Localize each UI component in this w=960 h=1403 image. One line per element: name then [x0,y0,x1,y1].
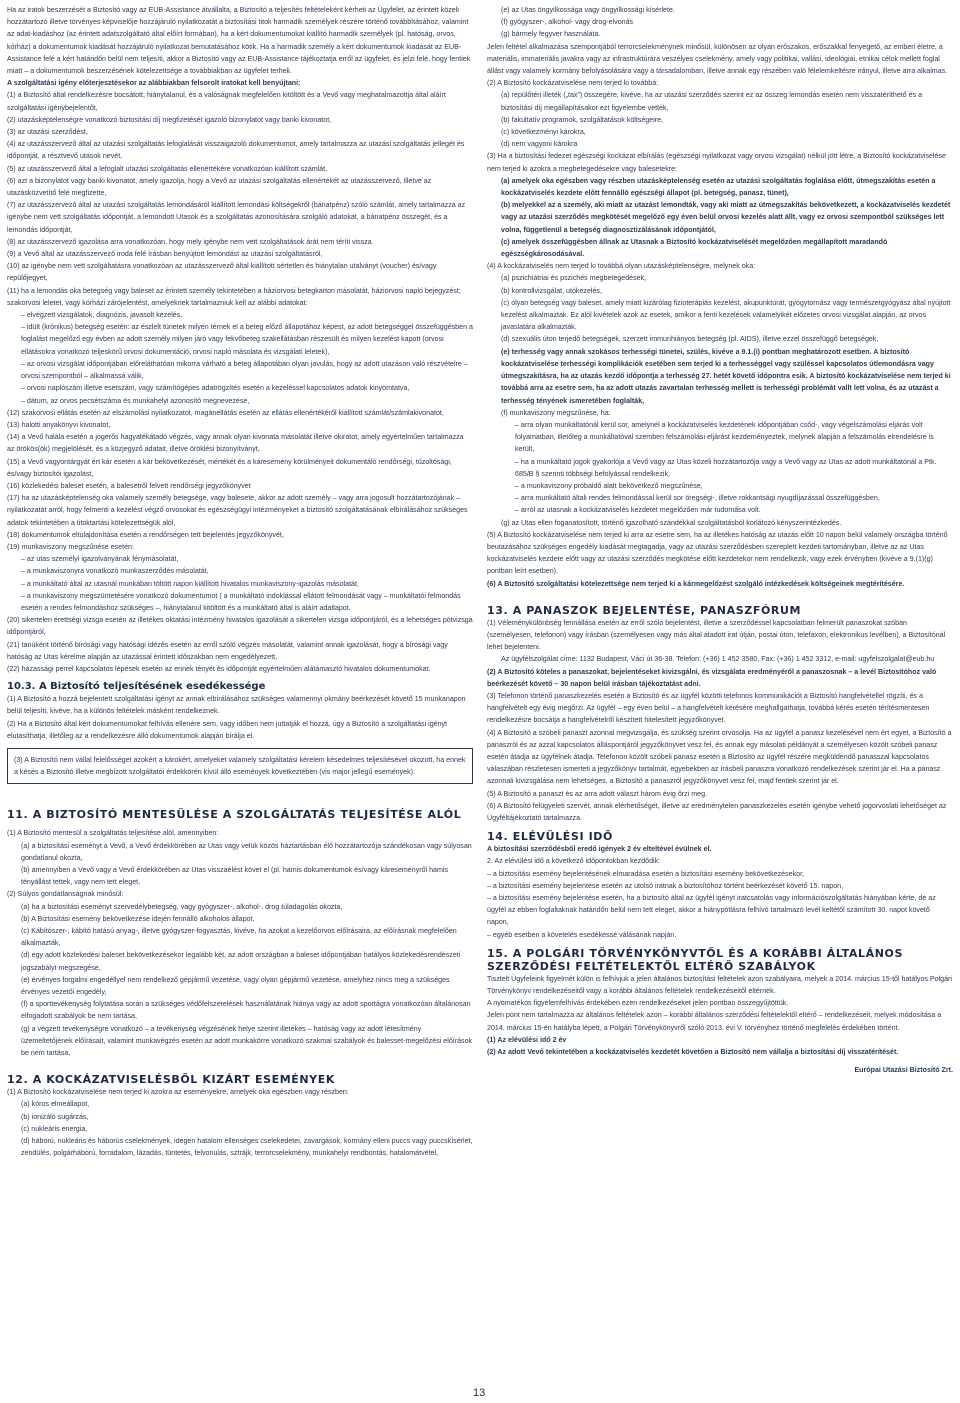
doc-item: (17) ha az utazásképtelenség oka valamely személy betegsége, vagy balesete, akkor az adott személy – vagy arra jogosult hozzátartozójának – nyilatkozatát arról, hogy felmenti a kezelést végző orvosokat és egészségügyi intézményeket a biztosító szolgáltatásának elbírálásához szükséges adatok tekintetében a titoktartási kötelezettségük alól, [7,494,468,527]
section-11-title: 11. A BIZTOSÍTÓ MENTESÜLÉSE A SZOLGÁLTATÁS TELJESÍTÉSE ALÓL [7,808,462,822]
s14-item: – a biztosítási esemény bejelentésének elmaradása esetén a biztosítási esemény bekövetkezésekor, [487,869,805,878]
doc-item: (21) tanúként történő bírósági vagy hatósági idézés esetén az erről szóló végzés másolatát, valamint annak igazolását, hogy a bírósági vagy hatóság az Utas kérelme alapján az utazással érintett időszakban nem engedélyezett, [7,640,448,661]
s11-item: (b) amennyiben a Vevő vagy a Vevő érdekkörében az Utas visszaélést követ el (pl. hamis dokumentumok és/vagy káreseményről hamis tényállást tettek, vagy nem tett eleget, [21,866,449,887]
s13-item: (3) Telefonon történő panaszkezelés esetén a Biztosító és az ügyfél közötti telefonos kommunikációt a Biztosító hangfelvétellel rögzíti, és a hangfelvételt egy évig megőrzi. Az ügyfél – egy éven belül – a hangfelvételt kérésére meghallgathatja, továbbá kérés esetén térítésmentesen rendelkezésre bocsátja a hangfelvételről készített hitelesített jegyzőkönyvet. [487,691,930,725]
exclusion-item: (e) az Utas öngyilkossága vagy öngyilkossági kísérlete. [501,6,675,14]
s12-item: (d) háború, nukleáris és háborús cselekmények, idegen hatalom ellenséges cselekedetei, zavargások, kormány elleni puccs vagy puccskísérlet, zendülés, polgárháború, forradalom, lázadás, tüntetés, felvonulás, sztrájk, terrorcselekmény, munkahelyi rendbontás, hatalomátvétel, [21,1137,473,1158]
s13-item: (2) A Biztosító köteles a panaszokat, bejelentéseket kivizsgálni, és vizsgálata eredményéről a panaszosnak – a levél Biztosítóhoz való beérkezését követő – 30 napon belül írásban tájékoztatást adni. [487,667,937,688]
s11-item: (d) egy adott közlekedési baleset bekövetkezésekor legalább két, az adott országban a baleset időpontjában hatályos közlekedésrendészeti jogszabályt megszegése, [21,951,461,972]
exclusion-item: (b) kontrollvizsgálat, utókezelés, [501,286,602,295]
s13-item: (5) A Biztosító a panaszt és az arra adott választ három évig őrzi meg. [487,789,708,798]
exclusion-item: (a) pszichiátriai és pszichés megbetegedések, [501,274,647,283]
s11-item: (1) A Biztosító mentesül a szolgáltatás teljesítése alól, amennyiben: [7,829,219,838]
exclusion-item: (6) A Biztosító szolgáltatási kötelezettsége nem terjed ki a kármegelőzést szolgáló intézkedések költségeinek megtérítésére. [487,579,905,588]
doc-item: (19) munkaviszony megszűnése esetén: [7,542,134,551]
s11-item: (b) A Biztosítási esemény bekövetkezése idején fennálló alkoholos állapot, [21,914,255,923]
exclusion-subitem: – a munkaviszony próbaidő alatt bekövetkező megszűnése, [515,481,703,490]
doc-subitem: – idült (krónikus) betegség esetén: az észlelt tünetek milyen térnek el a beteg előző állapotához képest, az adott betegséggel összefüggésben a foglalást megelőző egy évben az adott személy milyen járó vagy fekvőbeteg szakellátásban részesült és milyen kezelést kapott (orvosi ellátásokra vonatkozó teljeskörű orvosi dokumentáció, orvosi napló másolata és vizsgálati leletek), [21,323,473,356]
doc-subitem: – dátum, az orvos pecsétszáma és munkahelyi azonosító megnevezése, [21,396,250,405]
s15-item: (1) Az elévülési idő 2 év [487,1035,567,1044]
s11-item: (a) a biztosítási eseményt a Vevő, a Vevő érdekkörében az Utas vagy velük közös háztartásban élő hozzátartozója szándékosan vagy súlyosan gondatlanul okozta, [21,841,472,862]
exclusion-item: (5) A Biztosító kockázatviselése nem terjed ki arra az esetre sem, ha az illetékes hatóság az utazás előtt 10 napon belül valamely országba történő beutazásához szükséges engedély kiadását megtagadja, vagy az utazási szerződésben szereplett kezdeti tartományban, illetve az az Utas kockázatviselés kezdete előtt vagy az utazási szerződés megkötése előtt kezdetekor nem rendelkezik, vagy ezek érvényben (kivéve a 9.(1)(g) pontban leírt esetben). [487,530,948,576]
exclusion-item: (d) nem vagyoni károkra [501,140,578,149]
s103-item: (2) Ha a Biztosító által kért dokumentumokat felhívás ellenére sem, vagy időben nem juttatják el hozzá, úgy a Biztosító a szolgáltatási igényt elutasíthatja, illetőleg az a rendelkezésre álló dokumentumok alapján bírálja el. [7,719,448,740]
doc-item: (3) az utazási szerződést, [7,128,88,137]
doc-item: (7) az utazásszervező által az utazási szolgáltatás lemondásáról kiállított lemondási költségekről (bánatpénz) szóló számlát, amely tartalmazza az igénybe nem vett szolgáltatás időpontját, a lemondott Utasok és a szolgáltatás azonosítására szolgáló adatokat, a bánatpénz összegét, és a lemondás időpontját, [7,201,466,234]
terrorism-paragraph: Jelen feltétel alkalmazása szempontjából terrorcselekménynek minősül, különösen az olyan erőszakos, erőszakkal fenyegető, az emberi életre, a materiális, immateriális javakra vagy az infrastruktúrára veszélyes cselekmény, amely vagy politikai, vallási, ideológiai, etnikai célok mellett foglal állást vagy valamely kormány befolyásolására vagy a társadalomban, illetve annak egy részében való félelemkeltésre irányul, illetve arra alkalmas. [487,42,948,76]
section-14-title: 14. ELÉVÜLÉSI IDŐ [487,830,613,844]
s15-item: (2) Az adott Vevő tekintetében a kockázatviselés kezdetét követően a Biztosító nem vállalja a biztosítási díj visszatérítését. [487,1048,899,1057]
s13-item: (1) Véleménykülönbség fennállása esetén az erről szóló bejelentést, illetve a szerződéssel kapcsolatban felmerült panaszokat szóban (személyesen, telefonon) vagy írásban (személyesen vagy más által átadott irat útján, postai úton, telefaxon, elektronikus levélben), a Biztosítónál lehet bejelenteni. [487,618,946,652]
doc-item: (22) házassági perrel kapcsolatos lépések esetén az ennek tényét és időpontját egyértelműen alátámasztó hivatalos dokumentumokat. [7,664,431,673]
s14-item: – egyéb esetben a követelés esedékessé válásának napján. [487,930,677,939]
s13-contact: Az ügyfélszolgálat címe: 1132 Budapest, Váci út 36-38. Telefon: (+36) 1 452 3580, Fax: (+36) 1 452 3312, e-mail: ugyfelszolgalat@eub.hu [501,655,935,664]
s15-item: A nyomatékos figyelemfelhívás érdekében ezen rendelkezéseket jelen pontban összegyűjtöttük. [487,999,789,1008]
left-column [7,4,473,1159]
exclusion-item: (4) A kockázatviselés nem terjed ki továbbá olyan utazásképtelenségre, melynek oka: [487,262,756,271]
company-signature: Európai Utazási Biztosító Zrt. [854,1066,953,1075]
exclusion-item: (g) bármely fegyver használata. [501,30,601,39]
doc-subitem: – orvosi naplószám illetve esetszám, vagy számítógépes adatrögzítés esetén a kezeléssel kapcsolatos adatok kinyomtatva, [21,384,410,393]
doc-subitem: – az orvosi vizsgálat időpontjában előreláthatóan mikorra várható a beteg állapotában olyan javulás, hogy az adott utazáson való részvételre – orvosi szempontból – alkalmassá válik, [21,359,468,381]
liability-box-text: (3) A Biztosító nem vállal felelősséget azokért a károkért, amelyeket valamely szolgáltatási kérelem késedelmes teljesítésével okozott, ha ennek a késés a Biztosító illetve megbízott szolgáltatói érdekkörén kívül álló események következtében (vis major jellegű események). [14,755,466,777]
exclusion-item: (b) fakultatív programok, szolgáltatások költségeire, [501,115,664,124]
s11-item: (e) érvényes forgalmi engedéllyel nem rendelkező gépjármű vezetése, vagy olyan gépjármű vezetése, amelyhez nincs meg a szükséges érvényes vezetői engedély, [21,975,450,997]
exclusion-item: (f) gyógyszer-, alkohol- vagy drog-elvonás [501,18,634,27]
exclusion-subitem: – arra olyan munkáltatónál kerül sor, amelynél a kockázatviselés kezdetének időpontjában csőd-, vagy végelszámolási eljárás volt folyamatban, illetőleg a munkáltatóval szemben felszámolási eljárást kezdeményeztek, melynek alapján a felszámolás elrendelésre is került, [515,420,934,454]
s11-item: (f) a sporttevékenység folytatása során a szükséges védőfelszerelések használatának hiánya vagy az adott sportágra vonatkozóan általánosan elfogadott szabályok be nem tartása, [21,1000,471,1021]
section-12-title: 12. A KOCKÁZATVISELÉSBŐL KIZÁRT ESEMÉNYEK [7,1073,335,1087]
doc-item: (14) a Vevő halála esetén a jogerős hagyatékátadó végzés, vagy annak olyan kivonata másolatát illetve okiratot, amely egyértelműen tartalmazza az örökös(ök) megjelölését, és a közjegyző adatait, illetve öröklési bizonyítványt, [7,433,464,454]
s12-item: (1) A Biztosító kockázatviselése nem terjed ki azokra az eseményekre, amelyek oka egészben vagy részben: [7,1088,349,1097]
right-column [487,4,953,1076]
s12-item: (c) nukleáris energia, [21,1124,88,1133]
section-10-3-title: 10.3. A Biztosító teljesítésének esedékessége [7,681,266,693]
s13-item: (6) A Biztosító felügyeleti szervét, annak elérhetőségét, illetve az eredménytelen panaszkezelés esetén igénybe vehető jogorvoslati lehetőséget az Ügyféltájékoztató tartalmazza. [487,801,947,822]
s15-item: Jelen pont nem tartalmazza az általános feltételek azon – korábbi általános szerződési feltételektől eltérő – rendelkezéseit, melyek módosítása a 2014. március 15-én hatályba lépett, a Polgári Törvénykönyvről szóló 2013. évi V. törvényhez történő megfelelés érdekében történt. [487,1011,942,1032]
doc-item: (1) a Biztosító által rendelkezésre bocsátott, hiánytalanul, és a valóságnak megfelelően kitöltött és a Vevő vagy meghatalmazottja által aláírt szolgáltatási igénybejelentőt, [7,91,446,112]
s14-item: A biztosítási szerződésből eredő igények 2 év elteltével évülnek el. [487,845,712,854]
documents-heading: A szolgáltatási igény előterjesztésekor az alábbiakban felsorolt iratokat kell benyújtani: [7,79,301,88]
doc-subitem: – az utas személyi igazolványának fénymásolatát, [21,555,179,564]
s11-item: (2) Súlyos gondatlanságnak minősül: [7,890,124,899]
s13-item: (4) A Biztosító a szóbeli panaszt azonnal megvizsgálja, és szükség szerint orvosolja. Ha az ügyfél a panasz kezelésével nem ért egyet, a Biztosító a panaszról és az azzal kapcsolatos álláspontjáról jegyzőkönyvet vesz fel, és annak egy másolati példányát a személyesen közölt szóbeli panasz esetén átadja az ügyfélnek átadja. Telefonon közölt szóbeli panasz esetén a Biztosító az ügyfél részére megküldendő panasszal kapcsolatos válaszában részletesen ismerteti a jegyzőkönyv tartalmát, egyebekben az írásbeli panaszra vonatkozó rendelkezések szerint jár el. Ha a panasz azonnali kivizsgálása nem lehetséges, a Biztosító a panaszról jegyzőkönyvet vesz fel, majd fentiek szerint jár el. [487,728,952,786]
exclusion-item: (3) Ha a biztosítási fedezet egészségi kockázat elbírálás (egészségi nyilatkozat vagy orvosi vizsgálat) nélkül jött létre, a Biztosító kockázatviselése nem terjed ki azokra a megbetegedésekre vagy balesetekre: [487,152,946,173]
s11-item: (a) ha a biztosítási eseményt szervedélybetegség, vagy gyógyszer-, alkohol-, drog túladagolás okozta, [21,902,343,911]
doc-subitem: – elvégzett vizsgálatok, diagnózis, javasolt kezelés, [21,311,183,320]
exclusion-item: (a) repülőtéri illeték („tax”) összegére, kivéve, ha az utazási szerződés szerint ez az összeg lemondás esetén nem visszatéríthető és a biztosítási díj megállapításakor ezt figyelembe vették, [501,91,923,112]
section-15-title: 15. A POLGÁRI TÖRVÉNYKÖNYVTŐL ÉS A KORÁBBI ÁLTALÁNOS SZERZŐDÉSI FELTÉTELEKTŐL ELTÉRŐ SZABÁLYOK [487,946,904,973]
s12-item: (b) ionizáló sugárzás, [21,1112,89,1121]
s12-item: (a) kóros elmeállapot, [21,1100,90,1109]
section-13-title: 13. A PANASZOK BEJELENTÉSE, PANASZFÓRUM [487,603,802,617]
exclusion-item: (f) munkaviszony megszűnése, ha: [501,408,611,417]
exclusion-item: (e) terhesség vagy annak szokásos terhességi tünetei, szülés, kivéve a 9.1.(i) pontban meghatározott esetben. A biztosító kockázatviselése terhességi komplikációk esetében sem terjed ki a terhességgel vagy szüléssel kapcsolatos útlemondásra vagy útmegszakításra, ha az utazás kezdő időpontja a terhesség 27. hetét követő időpontra esik. A biztosító kockázatviselése nem terjed ki továbbá arra az esetre sem, ha az adott utazás zavartalan terhesség mellett is terhességi problémát vallt lett volna, és az utazást a terhesség tényének ismeretében foglalták, [501,347,951,405]
doc-item: (10) az igénybe nem vett szolgáltatásra vonatkozóan az utazásszervező által kiállított sértetlen és hiánytalan utalványt (voucher) és/vagy repülőjegyet, [7,262,437,283]
doc-item: (2) utazásképtelenségre vonatkozó biztosítási díj megfizetését igazoló bizonylatot vagy banki kivonatot, [7,115,332,124]
doc-subitem: – a munkaviszony megszüntetésére vonatkozó dokumentumot ( a munkáltató indoklással ellátott felmondását vagy – munkáltatói felmondás esetén a rendes felmondáshoz szükséges –, hiánytalanul kitöltött és a munkáltató által is aláírt adatlapot. [21,591,461,612]
s14-item: – a biztosítási esemény bejelentése esetén az utolsó iratnak a biztosítóhoz történt beérkezését követő 15. napon, [487,881,844,890]
s103-item: (1) A Biztosító a hozzá bejelentett szolgáltatási igényt az annak elbírálásához szükséges valamennyi okmány beérkezését követő 15 munkanapon belül teljesíti, kivéve, ha a különös feltételek másként rendelkeznek. [7,695,466,716]
exclusion-item: (c) amelyek összefüggésben állnak az Utasnak a Biztosító kockázatviselését megelőzően megállapított maradandó egészségkárosodásával. [501,237,888,259]
exclusion-subitem: – ha a munkáltató jogok gyakorlója a Vevő vagy az Utas közeli hozzátartozója vagy a Vevő vagy az Utas az adott munkáltatónál a Ptk. 685/B § szerinti többségi befolyással rendelkezik, [515,457,937,478]
doc-item: (5) az utazásszervező által a lefoglalt utazási szolgáltatás ellenértékére vonatkozóan kiállított számlát, [7,164,328,173]
doc-item: (6) azt a bizonylatot vagy banki kivonatot, amely igazolja, hogy a Vevő az utazási szolgáltatás ellenértékét az utazásszervező, illetve az utazásközvetítő felé megfizette, [7,176,432,198]
exclusion-item: (2) A Biztosító kockázatviselése nem terjed ki továbbá: [487,79,659,88]
doc-subitem: – a munkaviszonyra vonatkozó munkaszerződés másolatát, [21,567,209,576]
exclusion-item: (b) melyekkel az a személy, aki miatt az utazást lemondták, vagy aki miatt az útmegszakítás bekövetkezett, a kockázatviselés kezdetét vagy az utazási szerződés megkötését megelőző egy éven belül orvosi kezelés alatt állt, vagy ez orvosi szempontból szükséges lett volna, függetlenül a betegség diagnosztizálásának időpontjától, [501,201,951,234]
doc-item: (18) dokumentumok eltulajdonítása esetén a rendőrségen tett bejelentés jegyzőkönyvét, [7,530,284,539]
exclusion-subitem: – arra munkáltató általi rendes felmondással kerül sor öregségi-, illetve rokkantsági nyugdíjazással összefüggésben, [515,494,880,503]
exclusion-item: (c) olyan betegség vagy baleset, amely miatt kizárólag fizioterápiás kezelést, akupunktúrát, gyógytornász vagy természetgyógyász által nyújtott kezelést alkalmaztak. Ez alól kivételek azok az esetek, amikor a fenti kezelések valamelyikét előzetes orvosi vizsgálat alapján, az orvos javaslatára alkalmazták. [501,298,951,332]
liability-box [7,748,473,784]
doc-item: (9) a Vevő által az utazásszervező iroda felé írásban benyújtott lemondást az utazási szolgáltatásról, [7,250,323,259]
doc-item: (15) a Vevő vagyontárgyát ért kár esetén a kár bekövetkezését, mértékét és a káresemény körülményeit dokumentáló rendőrségi, tűzoltósági, és/vagy biztosítói igazolást, [7,457,452,478]
s14-item: 2. Az elévülési idő a következő időpontokban kezdődik: [487,857,661,866]
doc-item: (11) ha a lemondás oka betegség vagy baleset az érintett személy tekintetében a háziorvosi betegkarton másolatát, háziorvosi napló bejegyzést; szakorvosi leletet, vagy kórházi zárójelentést, amelyeknek tartalmazniuk kell az alábbi adatokat: [7,286,461,307]
doc-item: (8) az utazásszervező igazolása arra vonatkozóan, hogy mely igénybe nem vett szolgáltatások árát nem téríti vissza [7,237,372,246]
s11-item: (c) Kábítószer-, kábító hatású anyag-, illetve gyógyszer-fogyasztás, kivéve, ha azokat a kezelőorvos előírásaira, az előírásnak megfelelően alkalmazták, [21,927,457,948]
doc-item: (13) halotti anyakönyvi kivonatot, [7,420,111,429]
s15-item: Tisztelt Ügyfeleink figyelmét külön is felhívjuk a jelen általános biztosítási feltételek azon szabályaira, melyek a 2014. március 15-től hatályos Polgári Törvénykönyv rendelkezéseitől vagy a korábbi általános feltételek rendelkezéseitől eltérnek. [487,974,953,996]
exclusion-subitem: – arról az utasnak a kockázatviselés kezdetét megelőzően már tudomása volt. [515,506,761,515]
exclusion-item: (c) következményi károkra, [501,128,586,137]
doc-subitem: – a munkáltató által az utasnál munkában töltött napon kiállított hivatalos munkaviszony-igazolás másolatát, [21,579,359,588]
exclusion-item: (d) szexuális úton terjedő betegségek, szerzett immunhiányos betegség (pl. AIDS), illetve ezzel összefüggő betegségek, [501,335,879,344]
doc-item: (12) szakorvosi ellátás esetén az elszámolási nyilatkozatot, magánellátás esetén az ellátás ellenértékéről kiállított számlát/számlakivonatot, [7,408,444,417]
s11-item: (g) a végzett tevékenységre vonatkozó – a tevékenység végzésének helye szerint illetékes – hatóság vagy az adott létesítmény üzemeltetőjének előírásait, valamint munkavégzés esetén az adott munkakörre vonatkozó szakmai szabályok és balesset-megelőzési előírások be nem tartása, [21,1024,473,1058]
exclusion-item: (a) amelyek oka egészben vagy részben utazásképtelenség esetén az utazási szolgáltatás foglalása előtt, útmegszakítás esetén a kockázatviselés kezdete előtt fennálló egészségi állapot (pl. betegség, panasz, tünet), [501,176,936,198]
exclusion-item: (g) az Utas ellen foganatosított, történő igazolható szándékkal szolgáltatásból korlátozó kényszerintézkedés. [501,518,842,527]
doc-item: (4) az utazásszervező által az utazási szolgáltatás lefoglalását visszaigazoló dokumentumot, amely tartalmazza az utazási szolgáltatás jellegét és időpontját, a résztvevő utasok nevét, [7,140,465,161]
intro-paragraph: Ha az iratok beszerzését a Biztosító vagy az EUB-Assistance átvállalta, a Biztosító a teljesítés feltételeként kérheti az Ügyfelet, az érintett közeli hozzátartozó illetve törvényes képviselője hozzájáruló nyilatkozatát a biztosítási titok harmadik személyek részére történő továbbításához, valamint az adat-kiadáshoz (az érintett adatszolgáltató által előírt formában), ha a kért dokumentumokat kiállító harmadik személyek (pl. hatóság, orvos, kórház) a dokumentumok kiadását hozzájáruló nyilatkozat bemutatásához kötik. Ha a harmadik személy a kért dokumentumok kiadását az EUB-Assistance felé a kért határidőn belül nem teljesíti, akkor a Biztosító vagy az EUB-Assistance tájékoztatja erről az ügyfelet, és jelzi felé, hogy fentiek miatt – a dokumentumok beszerzésének kötelezettsége a továbbiakban az ügyfelet terheli. [7,6,471,76]
s14-item: – a biztosítási esemény bejelentése esetén, ha a biztosító által az ügyfél igényt iratcsatolás vagy információszolgáltatás hiányában kérte, de az ügyfél az ebben foglaltaknak határidőn belül nem tett eleget, akkor a hiánypótlásra felhívó tartalmazó levél keltétől számított 30. napot követő napon, [487,894,936,927]
page-number: 13 [473,1387,486,1399]
doc-item: (16) közlekedési baleset esetén, a balesetről felvett rendőrségi jegyzőkönyvet [7,481,251,490]
doc-item: (20) sikertelen érettségi vizsga esetén az illetékes oktatási intézmény hivatalos igazolását a sikertelen vizsga időpontjáról, és a lehetséges pótvizsga időpontjáról, [7,616,473,637]
